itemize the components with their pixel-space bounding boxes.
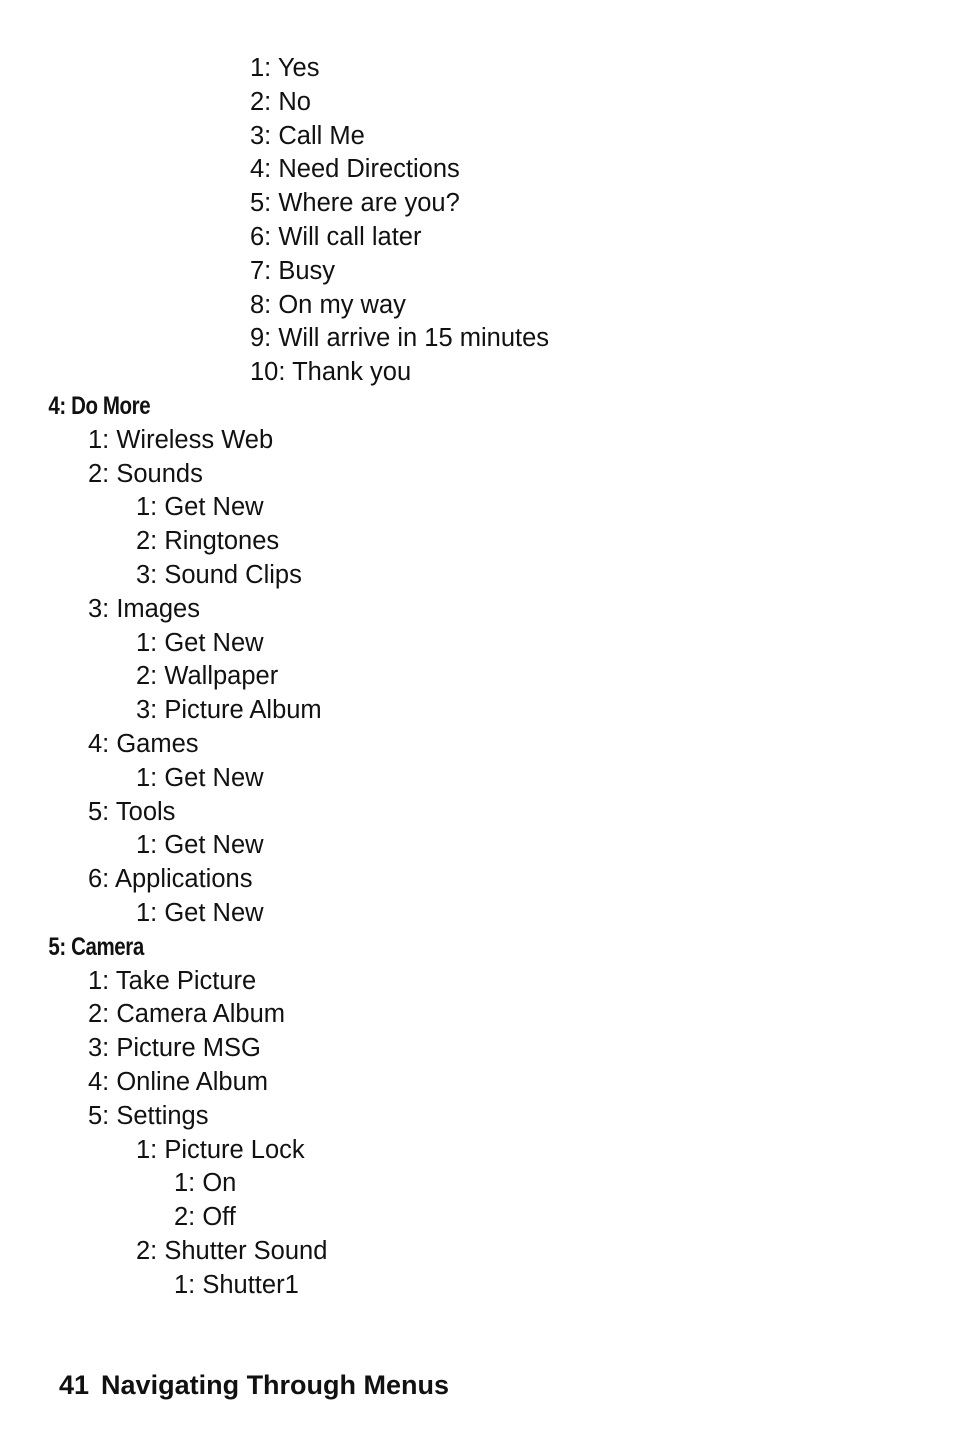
message-option: 2: No: [250, 87, 311, 116]
section-title: Navigating Through Menus: [101, 1370, 450, 1400]
submenu-item: 2: Ringtones: [136, 527, 280, 556]
menu-item-applications: 6: Applications: [88, 865, 253, 894]
message-option: 10: Thank you: [250, 358, 412, 387]
page-footer: [59, 1367, 449, 1403]
submenu-item: 3: Sound Clips: [136, 560, 302, 589]
submenu-item-picture-lock: 1: Picture Lock: [136, 1135, 305, 1164]
submenu-item: 1: Get New: [136, 493, 264, 522]
menu-item-games: 4: Games: [88, 729, 199, 758]
message-option: 4: Need Directions: [250, 155, 460, 184]
message-option: 8: On my way: [250, 290, 406, 319]
page-number: 41: [59, 1370, 90, 1400]
menu-item-picture-msg: 3: Picture MSG: [88, 1034, 261, 1063]
message-option: 6: Will call later: [250, 222, 422, 251]
submenu-item: 1: Get New: [136, 628, 264, 657]
option-item: 1: On: [174, 1169, 237, 1198]
submenu-item: 1: Get New: [136, 763, 264, 792]
menu-item-camera-album: 2: Camera Album: [88, 1000, 286, 1029]
section-heading-do-more: 4: Do More: [48, 391, 151, 420]
menu-tree: [0, 52, 954, 1302]
message-option: 3: Call Me: [250, 121, 365, 150]
message-option: 1: Yes: [250, 54, 320, 82]
submenu-item: 3: Picture Album: [136, 696, 322, 725]
menu-item-images: 3: Images: [88, 594, 200, 623]
submenu-item: 2: Wallpaper: [136, 662, 279, 691]
message-option: 9: Will arrive in 15 minutes: [250, 324, 550, 353]
section-heading-camera: 5: Camera: [48, 932, 144, 961]
submenu-item-shutter-sound: 2: Shutter Sound: [136, 1236, 328, 1265]
menu-item-sounds: 2: Sounds: [88, 459, 203, 488]
menu-item-online-album: 4: Online Album: [88, 1067, 269, 1096]
menu-item-tools: 5: Tools: [88, 797, 176, 826]
menu-item-take-picture: 1: Take Picture: [88, 966, 257, 995]
message-option: 5: Where are you?: [250, 189, 460, 218]
option-item: 2: Off: [174, 1203, 236, 1232]
message-option: 7: Busy: [250, 256, 336, 285]
submenu-item: 1: Get New: [136, 831, 264, 860]
submenu-item: 1: Get New: [136, 898, 264, 927]
menu-item-wireless-web: 1: Wireless Web: [88, 425, 274, 454]
menu-item-settings: 5: Settings: [88, 1101, 209, 1130]
option-item: 1: Shutter1: [174, 1270, 299, 1299]
